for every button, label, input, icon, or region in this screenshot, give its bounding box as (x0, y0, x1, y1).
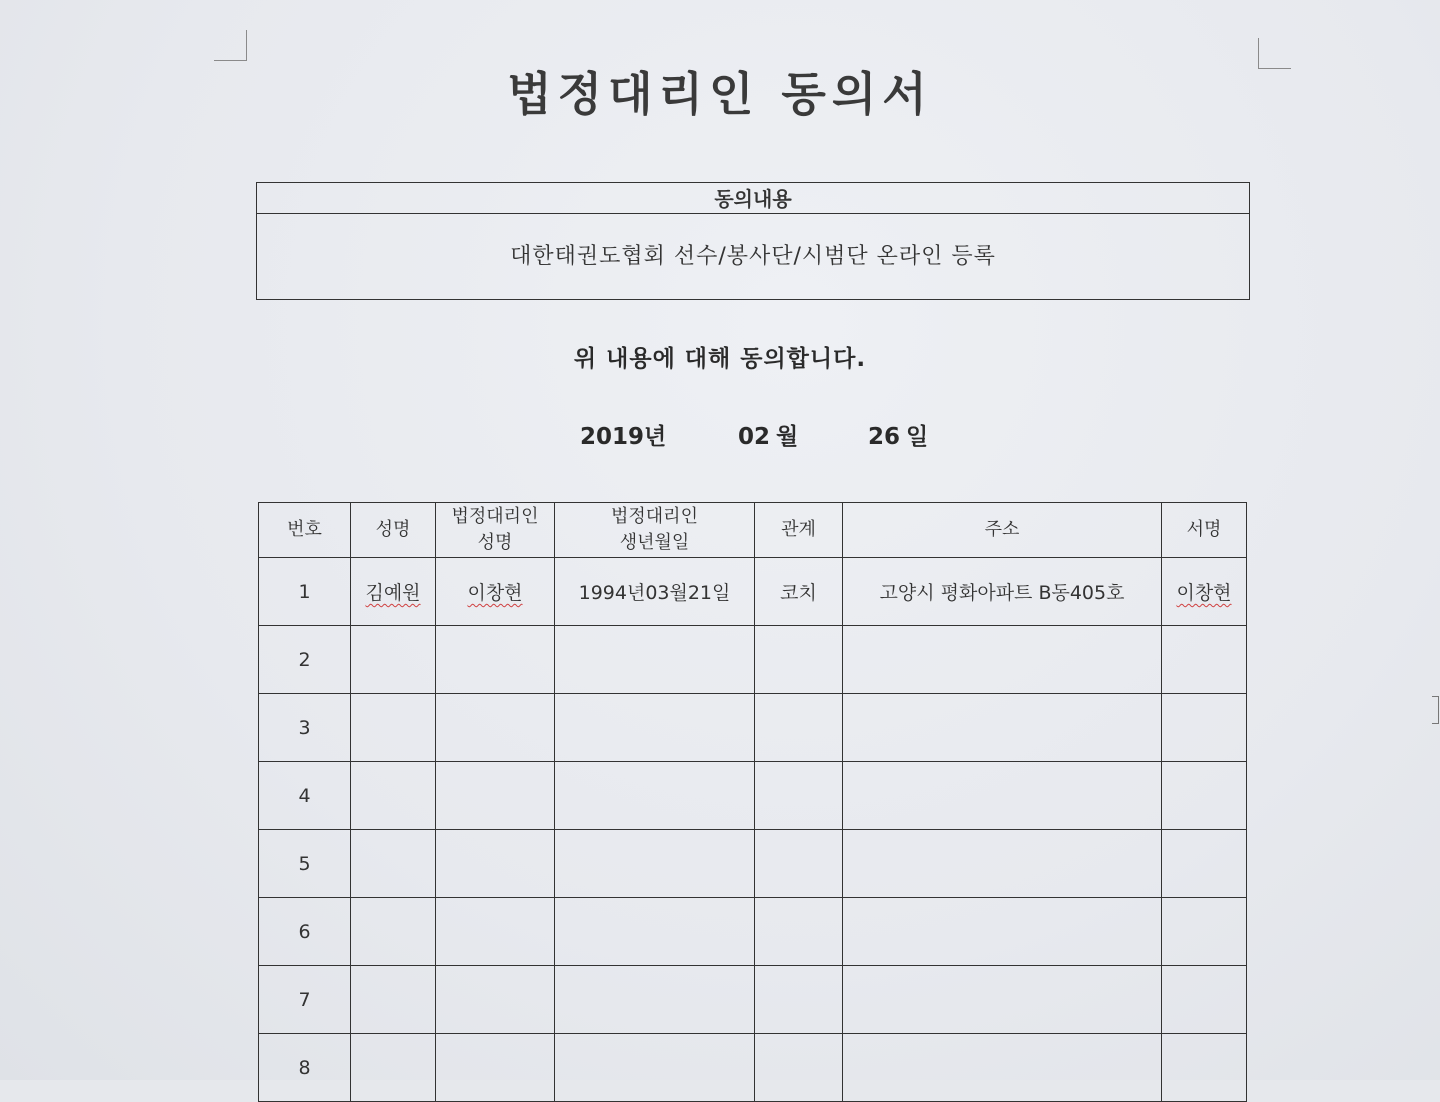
crop-mark-top-left (214, 30, 247, 61)
date-day-value: 26 (868, 424, 901, 450)
cell-guardian-name (436, 830, 555, 898)
cell-relationship (755, 830, 843, 898)
table-header-row (259, 503, 1247, 558)
cell-address (843, 1034, 1162, 1102)
cell-name (351, 830, 436, 898)
cell-number: 3 (259, 694, 351, 762)
cell-guardian-name: 이창현 (436, 558, 555, 626)
cell-signature (1162, 694, 1247, 762)
agreement-box (256, 182, 1250, 300)
cell-number: 6 (259, 898, 351, 966)
date-day-unit: 일 (906, 424, 929, 450)
agreement-content: 대한태권도협회 선수/봉사단/시범단 온라인 등록 (510, 244, 996, 269)
cell-relationship (755, 626, 843, 694)
cell-relationship (755, 966, 843, 1034)
cell-guardian-name (436, 762, 555, 830)
date-month-value: 02 (738, 424, 771, 450)
date-day (868, 418, 928, 451)
cell-name (351, 762, 436, 830)
header-guardian-birthdate: 법정대리인 생년월일 (555, 503, 755, 558)
document-title: 법정대리인 동의서 (507, 67, 933, 121)
agreement-header: 동의내용 (257, 183, 1249, 214)
cell-address (843, 830, 1162, 898)
cell-signature (1162, 626, 1247, 694)
header-relationship: 관계 (755, 503, 843, 558)
date-month (738, 418, 798, 451)
cell-guardian-birthdate (555, 830, 755, 898)
cell-number: 7 (259, 966, 351, 1034)
header-guardian-name: 법정대리인 성명 (436, 503, 555, 558)
cell-guardian-birthdate (555, 1034, 755, 1102)
cell-guardian-birthdate (555, 966, 755, 1034)
cell-address (843, 626, 1162, 694)
table-row (259, 558, 1247, 626)
table-row (259, 898, 1247, 966)
cell-guardian-name (436, 1034, 555, 1102)
table-row (259, 626, 1247, 694)
cell-relationship (755, 898, 843, 966)
cell-guardian-name (436, 966, 555, 1034)
cell-address (843, 694, 1162, 762)
cell-signature (1162, 830, 1247, 898)
cell-address (843, 762, 1162, 830)
cell-address: 고양시 평화아파트 B동405호 (843, 558, 1162, 626)
cell-guardian-name (436, 626, 555, 694)
cell-name (351, 626, 436, 694)
table-row (259, 762, 1247, 830)
cell-guardian-birthdate: 1994년03월21일 (555, 558, 755, 626)
cell-guardian-name (436, 694, 555, 762)
page-edge-marker (1432, 696, 1439, 724)
table-row (259, 966, 1247, 1034)
cell-signature (1162, 762, 1247, 830)
cell-signature (1162, 966, 1247, 1034)
cell-relationship (755, 762, 843, 830)
cell-guardian-birthdate (555, 762, 755, 830)
cell-guardian-name (436, 898, 555, 966)
table-row (259, 1034, 1247, 1102)
cell-signature (1162, 1034, 1247, 1102)
cell-guardian-birthdate (555, 898, 755, 966)
table-row (259, 694, 1247, 762)
cell-relationship (755, 694, 843, 762)
cell-guardian-birthdate (555, 626, 755, 694)
cell-number: 5 (259, 830, 351, 898)
cell-name: 김예원 (351, 558, 436, 626)
cell-address (843, 898, 1162, 966)
cell-number: 4 (259, 762, 351, 830)
header-address: 주소 (843, 503, 1162, 558)
cell-number: 8 (259, 1034, 351, 1102)
date-year (580, 418, 666, 451)
header-signature: 서명 (1162, 503, 1247, 558)
cell-name (351, 694, 436, 762)
signature-table (258, 502, 1247, 1102)
cell-name (351, 966, 436, 1034)
header-number: 번호 (259, 503, 351, 558)
date-year-unit: 년 (644, 424, 667, 450)
cell-address (843, 966, 1162, 1034)
consent-statement: 위 내용에 대해 동의합니다. (573, 346, 867, 372)
table-row (259, 830, 1247, 898)
cell-relationship: 코치 (755, 558, 843, 626)
date-month-unit: 월 (776, 424, 799, 450)
cell-guardian-birthdate (555, 694, 755, 762)
cell-signature (1162, 898, 1247, 966)
cell-relationship (755, 1034, 843, 1102)
cell-name (351, 898, 436, 966)
cell-name (351, 1034, 436, 1102)
cell-number: 2 (259, 626, 351, 694)
cell-number: 1 (259, 558, 351, 626)
header-name: 성명 (351, 503, 436, 558)
date-year-value: 2019 (580, 424, 645, 450)
cell-signature: 이창현 (1162, 558, 1247, 626)
